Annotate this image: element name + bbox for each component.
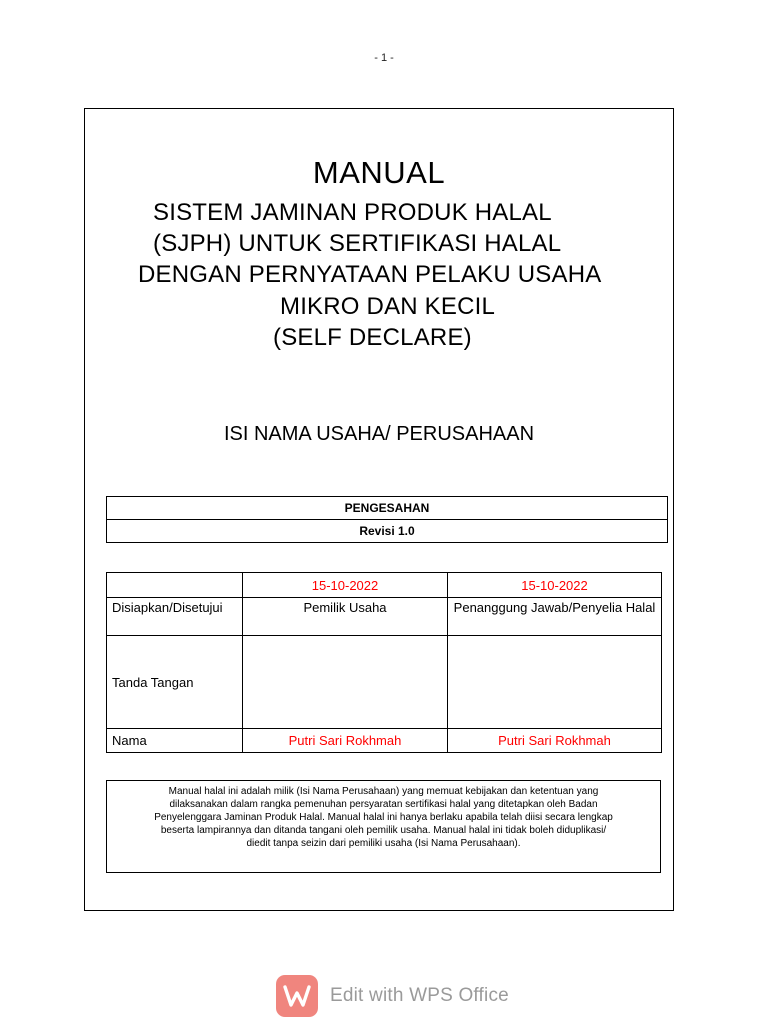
name-owner: Putri Sari Rokhmah (243, 729, 448, 753)
role-supervisor: Penanggung Jawab/Penyelia Halal (448, 598, 662, 636)
subtitle-line-5: (SELF DECLARE) (273, 324, 472, 351)
date-owner: 15-10-2022 (243, 573, 448, 598)
approval-heading: PENGESAHAN (107, 497, 668, 520)
notice-line-5: diedit tanpa seizin dari pemiliki usaha (Isi Nama Perusahaan). (246, 838, 521, 849)
signature-table (106, 572, 662, 753)
wps-watermark[interactable] (276, 974, 509, 1018)
role-label: Disiapkan/Disetujui (107, 598, 243, 636)
notice-line-4: beserta lampirannya dan ditanda tangani oleh pemilik usaha. Manual halal ini tidak boleh diduplikasi/ (160, 825, 607, 836)
subtitle-line-1: SISTEM JAMINAN PRODUK HALAL (153, 199, 552, 226)
signature-label: Tanda Tangan (107, 636, 243, 729)
notice-line-3: Penyelenggara Jaminan Produk Halal. Manual halal ini hanya berlaku apabila telah diisi secara lengkap (154, 812, 613, 823)
signature-supervisor (448, 636, 662, 729)
notice-line-2: dilaksanakan dalam rangka pemenuhan persyaratan sertifikasi halal yang ditetapkan oleh Badan (169, 799, 598, 810)
revision-label: Revisi 1.0 (107, 520, 668, 543)
table-row (107, 573, 662, 598)
table-row (107, 636, 662, 729)
date-supervisor: 15-10-2022 (448, 573, 662, 598)
subtitle-line-3: DENGAN PERNYATAAN PELAKU USAHA (138, 261, 602, 288)
notice-line-1: Manual halal ini adalah milik (Isi Nama Perusahaan) yang memuat kebijakan dan ketentuan yang (168, 786, 599, 797)
ownership-notice (106, 780, 661, 873)
wps-watermark-text: Edit with WPS Office (330, 985, 509, 1006)
company-name-placeholder: ISI NAMA USAHA/ PERUSAHAAN (223, 423, 535, 445)
subtitle-line-2: (SJPH) UNTUK SERTIFIKASI HALAL (153, 230, 562, 257)
empty-cell (107, 573, 243, 598)
signature-owner (243, 636, 448, 729)
role-owner: Pemilik Usaha (243, 598, 448, 636)
page-number: - 1 - (374, 52, 394, 64)
table-row (107, 729, 662, 753)
document-title: MANUAL (312, 155, 446, 190)
name-label: Nama (107, 729, 243, 753)
wps-logo-icon (276, 975, 318, 1017)
table-row (107, 598, 662, 636)
name-supervisor: Putri Sari Rokhmah (448, 729, 662, 753)
subtitle-line-4: MIKRO DAN KECIL (280, 293, 496, 320)
cover-frame (84, 108, 674, 911)
approval-table (106, 496, 668, 543)
